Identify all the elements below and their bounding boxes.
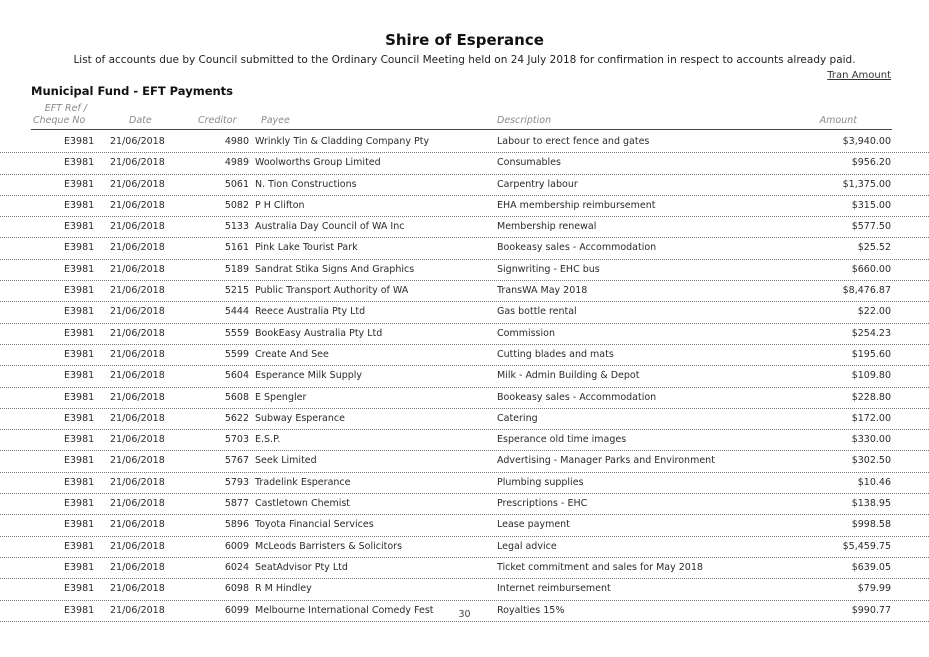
table-row — [0, 430, 929, 451]
cell-amount: $172.00 — [851, 412, 891, 424]
cell-eft-ref: E3981 — [64, 306, 95, 318]
cell-payee: R M Hindley — [255, 583, 312, 595]
cell-eft-ref: E3981 — [64, 540, 95, 552]
cell-eft-ref: E3981 — [64, 263, 95, 275]
cell-date: 21/06/2018 — [110, 221, 165, 233]
column-header-creditor: Creditor — [198, 115, 237, 126]
cell-creditor: 5767 — [224, 455, 249, 467]
table-row — [0, 409, 929, 430]
cell-date: 21/06/2018 — [110, 263, 165, 275]
cell-amount: $660.00 — [851, 263, 891, 275]
cell-eft-ref: E3981 — [64, 348, 95, 360]
cell-date: 21/06/2018 — [110, 285, 165, 297]
cell-amount: $79.99 — [857, 583, 891, 595]
column-header-date: Date — [129, 115, 152, 126]
cell-description: Bookeasy sales - Accommodation — [497, 242, 657, 254]
table-row — [0, 537, 929, 558]
cell-description: Signwriting - EHC bus — [497, 263, 600, 275]
column-header-amount: Amount — [819, 115, 857, 126]
cell-description: Consumables — [497, 157, 561, 169]
cell-amount: $639.05 — [851, 561, 891, 573]
cell-creditor: 6024 — [224, 561, 249, 573]
cell-description: Esperance old time images — [497, 434, 627, 446]
cell-description: TransWA May 2018 — [497, 285, 588, 297]
table-row — [0, 153, 929, 174]
cell-date: 21/06/2018 — [110, 327, 165, 339]
cell-date: 21/06/2018 — [110, 434, 165, 446]
cell-description: Bookeasy sales - Accommodation — [497, 391, 657, 403]
cell-creditor: 5161 — [224, 242, 249, 254]
cell-creditor: 5622 — [224, 412, 249, 424]
table-row — [0, 558, 929, 579]
cell-amount: $5,459.75 — [842, 540, 891, 552]
cell-payee: Create And See — [255, 348, 329, 360]
cell-amount: $956.20 — [851, 157, 891, 169]
cell-payee: E Spengler — [255, 391, 307, 403]
cell-eft-ref: E3981 — [64, 434, 95, 446]
cell-creditor: 4980 — [224, 136, 249, 147]
cell-creditor: 5215 — [224, 285, 249, 297]
cell-description: Cutting blades and mats — [497, 348, 614, 360]
cell-eft-ref: E3981 — [64, 583, 95, 595]
cell-creditor: 4989 — [224, 157, 249, 169]
column-header-payee: Payee — [261, 115, 290, 126]
table-row — [0, 324, 929, 345]
cell-description: Royalties 15% — [497, 604, 565, 616]
cell-description: Milk - Admin Building & Depot — [497, 370, 640, 382]
cell-amount: $228.80 — [851, 391, 891, 403]
cell-amount: $3,940.00 — [842, 136, 891, 147]
table-row — [0, 579, 929, 600]
cell-date: 21/06/2018 — [110, 157, 165, 169]
cell-payee: Toyota Financial Services — [255, 519, 374, 531]
cell-description: Advertising - Manager Parks and Environment — [497, 455, 715, 467]
cell-payee: E.S.P. — [255, 434, 281, 446]
cell-date: 21/06/2018 — [110, 604, 165, 616]
cell-description: Lease payment — [497, 519, 570, 531]
cell-creditor: 5599 — [224, 348, 249, 360]
cell-amount: $8,476.87 — [842, 285, 891, 297]
cell-payee: Melbourne International Comedy Fest — [255, 604, 434, 616]
page-number: 30 — [458, 609, 471, 620]
cell-amount: $254.23 — [851, 327, 891, 339]
table-row — [0, 132, 929, 153]
cell-payee: SeatAdvisor Pty Ltd — [255, 561, 348, 573]
cell-payee: Pink Lake Tourist Park — [255, 242, 358, 254]
cell-creditor: 5608 — [224, 391, 249, 403]
cell-description: Plumbing supplies — [497, 476, 584, 488]
cell-date: 21/06/2018 — [110, 348, 165, 360]
cell-date: 21/06/2018 — [110, 370, 165, 382]
fund-section-title: Municipal Fund - EFT Payments — [31, 84, 234, 98]
cell-date: 21/06/2018 — [110, 455, 165, 467]
cell-date: 21/06/2018 — [110, 476, 165, 488]
cell-eft-ref: E3981 — [64, 519, 95, 531]
cell-date: 21/06/2018 — [110, 136, 165, 147]
cell-creditor: 5559 — [224, 327, 249, 339]
cell-creditor: 6098 — [224, 583, 249, 595]
table-row — [0, 175, 929, 196]
cell-amount: $302.50 — [851, 455, 891, 467]
cell-date: 21/06/2018 — [110, 519, 165, 531]
cell-creditor: 5189 — [224, 263, 249, 275]
cell-creditor: 5793 — [224, 476, 249, 488]
cell-eft-ref: E3981 — [64, 242, 95, 254]
cell-creditor: 5877 — [224, 498, 249, 510]
cell-description: Labour to erect fence and gates — [497, 136, 650, 147]
cell-description: Legal advice — [497, 540, 557, 552]
cell-amount: $1,375.00 — [842, 178, 891, 190]
cell-amount: $330.00 — [851, 434, 891, 446]
cell-payee: Tradelink Esperance — [255, 476, 351, 488]
cell-date: 21/06/2018 — [110, 242, 165, 254]
cell-eft-ref: E3981 — [64, 561, 95, 573]
cell-eft-ref: E3981 — [64, 455, 95, 467]
cell-description: Gas bottle rental — [497, 306, 577, 318]
column-header-ref-line1: EFT Ref / — [44, 103, 87, 114]
cell-amount: $25.52 — [857, 242, 891, 254]
cell-eft-ref: E3981 — [64, 604, 95, 616]
table-row — [0, 388, 929, 409]
table-row — [0, 196, 929, 217]
cell-payee: Wrinkly Tin & Cladding Company Pty — [255, 136, 430, 147]
cell-date: 21/06/2018 — [110, 199, 165, 211]
document-title: Shire of Esperance — [385, 31, 544, 49]
cell-date: 21/06/2018 — [110, 178, 165, 190]
cell-creditor: 6099 — [224, 604, 249, 616]
cell-description: Prescriptions - EHC — [497, 498, 588, 510]
table-row — [0, 451, 929, 472]
cell-eft-ref: E3981 — [64, 157, 95, 169]
column-header-description: Description — [497, 115, 552, 126]
cell-amount: $109.80 — [851, 370, 891, 382]
cell-payee: Esperance Milk Supply — [255, 370, 363, 382]
cell-amount: $195.60 — [851, 348, 891, 360]
cell-payee: Sandrat Stika Signs And Graphics — [255, 263, 415, 275]
table-row — [0, 345, 929, 366]
cell-payee: Castletown Chemist — [255, 498, 351, 510]
cell-eft-ref: E3981 — [64, 221, 95, 233]
table-row — [0, 260, 929, 281]
cell-eft-ref: E3981 — [64, 412, 95, 424]
cell-amount: $577.50 — [851, 221, 891, 233]
cell-amount: $10.46 — [857, 476, 891, 488]
cell-description: Ticket commitment and sales for May 2018 — [497, 561, 703, 573]
cell-eft-ref: E3981 — [64, 178, 95, 190]
table-row — [0, 217, 929, 238]
cell-creditor: 5133 — [224, 221, 249, 233]
cell-payee: P H Clifton — [255, 199, 305, 211]
cell-payee: Public Transport Authority of WA — [255, 285, 409, 297]
cell-amount: $315.00 — [851, 199, 891, 211]
cell-description: Catering — [497, 412, 538, 424]
cell-description: Carpentry labour — [497, 178, 578, 190]
cell-creditor: 5703 — [224, 434, 249, 446]
cell-description: Membership renewal — [497, 221, 597, 233]
cell-payee: N. Tion Constructions — [255, 178, 357, 190]
tran-amount-label: Tran Amount — [827, 70, 891, 81]
cell-payee: BookEasy Australia Pty Ltd — [255, 327, 383, 339]
cell-creditor: 5444 — [224, 306, 249, 318]
cell-creditor: 5082 — [224, 199, 249, 211]
cell-date: 21/06/2018 — [110, 583, 165, 595]
cell-eft-ref: E3981 — [64, 285, 95, 297]
table-row — [0, 302, 929, 323]
document-subtitle: List of accounts due by Council submitted to the Ordinary Council Meeting held on 24 July 2018 for confirmation in respect to accounts already paid. — [73, 54, 856, 66]
table-row — [0, 281, 929, 302]
cell-eft-ref: E3981 — [64, 136, 95, 147]
cell-date: 21/06/2018 — [110, 561, 165, 573]
column-header-ref-line2: Cheque No — [33, 115, 86, 126]
cell-description: Commission — [497, 327, 555, 339]
cell-payee: Woolworths Group Limited — [255, 157, 381, 169]
cell-payee: Reece Australia Pty Ltd — [255, 306, 366, 318]
cell-eft-ref: E3981 — [64, 391, 95, 403]
cell-payee: Seek Limited — [255, 455, 317, 467]
cell-creditor: 5061 — [224, 178, 249, 190]
cell-creditor: 6009 — [224, 540, 249, 552]
cell-payee: Subway Esperance — [255, 412, 345, 424]
table-row — [0, 494, 929, 515]
cell-amount: $998.58 — [851, 519, 891, 531]
cell-payee: McLeods Barristers & Solicitors — [255, 540, 403, 552]
cell-creditor: 5896 — [224, 519, 249, 531]
cell-date: 21/06/2018 — [110, 412, 165, 424]
payments-table — [0, 132, 929, 622]
table-row — [0, 515, 929, 536]
cell-eft-ref: E3981 — [64, 370, 95, 382]
cell-amount: $990.77 — [851, 604, 891, 616]
table-row — [0, 473, 929, 494]
table-row — [0, 238, 929, 259]
cell-creditor: 5604 — [224, 370, 249, 382]
cell-payee: Australia Day Council of WA Inc — [255, 221, 405, 233]
cell-description: EHA membership reimbursement — [497, 199, 656, 211]
table-row — [0, 366, 929, 387]
cell-date: 21/06/2018 — [110, 540, 165, 552]
cell-amount: $22.00 — [857, 306, 891, 318]
header-divider — [31, 129, 892, 130]
cell-eft-ref: E3981 — [64, 327, 95, 339]
cell-description: Internet reimbursement — [497, 583, 611, 595]
cell-amount: $138.95 — [851, 498, 891, 510]
cell-date: 21/06/2018 — [110, 391, 165, 403]
cell-eft-ref: E3981 — [64, 498, 95, 510]
cell-date: 21/06/2018 — [110, 306, 165, 318]
cell-date: 21/06/2018 — [110, 498, 165, 510]
cell-eft-ref: E3981 — [64, 476, 95, 488]
cell-eft-ref: E3981 — [64, 199, 95, 211]
